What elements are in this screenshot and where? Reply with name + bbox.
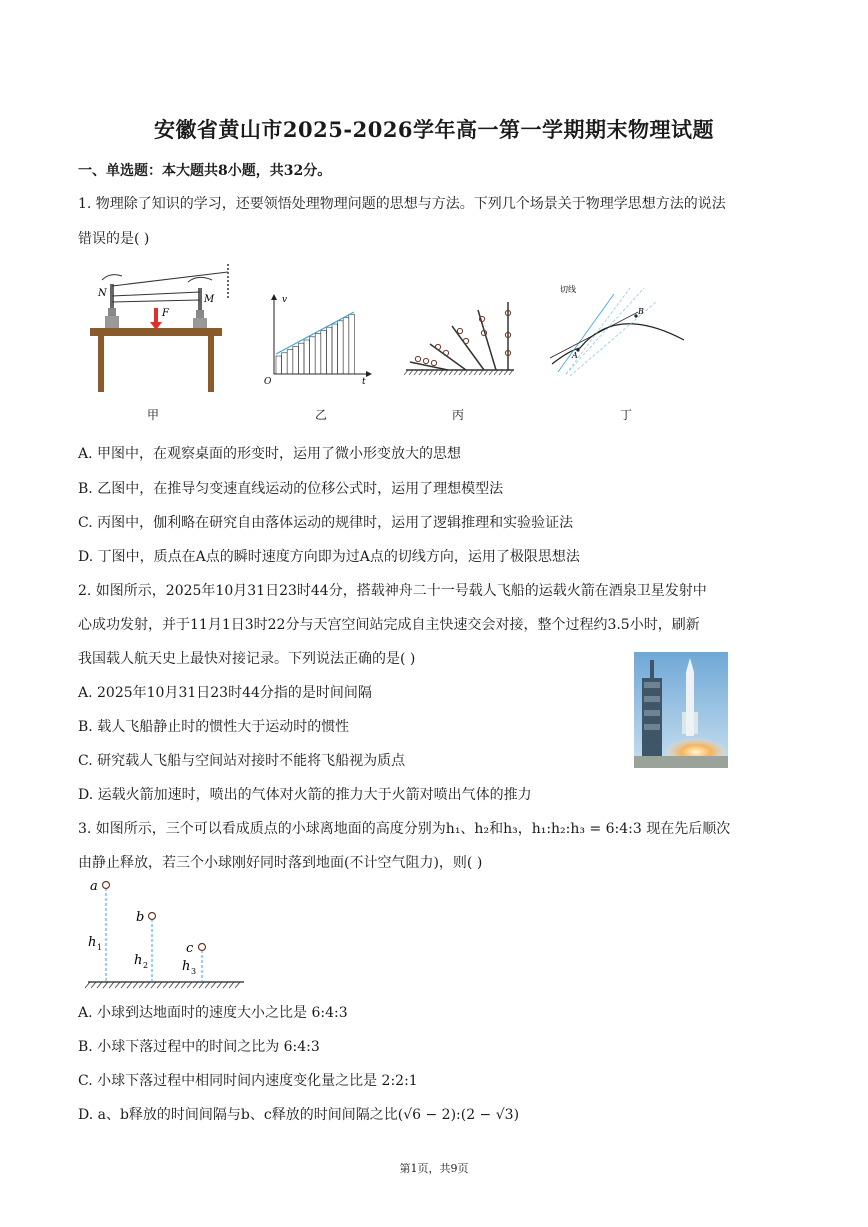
figure-bing xyxy=(404,292,516,376)
figure-yi xyxy=(262,292,372,384)
svg-text:F: F xyxy=(162,308,169,319)
svg-text:O: O xyxy=(264,377,272,384)
q2-stem-line2: 心成功发射，并于11月1日3时22分与天宫空间站完成自主快速交会对接，整个过程约3.5小时，刷新 xyxy=(78,617,700,633)
table-leg-right xyxy=(208,336,214,392)
page-footer: 第1页，共9页 xyxy=(399,1162,469,1175)
q3-option-b: B. 小球下落过程中的时间之比为 6:4:3 xyxy=(78,1039,320,1055)
ball-a xyxy=(103,882,110,889)
q2-option-a: A. 2025年10月31日23时44分指的是时间间隔 xyxy=(78,685,372,701)
rocket-body xyxy=(686,672,694,736)
ball-b xyxy=(149,913,156,920)
svg-text:h: h xyxy=(182,959,191,974)
svg-text:b: b xyxy=(136,910,145,925)
q2-option-d: D. 运载火箭加速时，喷出的气体对火箭的推力大于火箭对喷出气体的推力 xyxy=(78,787,532,803)
svg-text:3: 3 xyxy=(191,967,197,976)
svg-text:切线: 切线 xyxy=(560,285,576,294)
svg-text:1: 1 xyxy=(97,943,103,952)
svg-text:a: a xyxy=(90,879,98,894)
q1-option-c: C. 丙图中，伽利略在研究自由落体运动的规律时，运用了逻辑推理和实验验证法 xyxy=(78,515,574,531)
q1-option-d: D. 丁图中，质点在A点的瞬时速度方向即为过A点的切线方向，运用了极限思想法 xyxy=(78,549,580,565)
rocket-launch-photo xyxy=(634,652,728,768)
svg-text:B: B xyxy=(638,307,644,316)
q2-stem-line1: 2. 如图所示，2025年10月31日23时44分，搭载神舟二十一号载人飞船的运载火箭在酒泉卫星发射中 xyxy=(78,583,707,599)
svg-text:M: M xyxy=(204,294,215,305)
table-leg-left xyxy=(98,336,104,392)
section-heading: 一、单选题：本大题共8小题，共32分。 xyxy=(78,163,332,179)
ball-c xyxy=(199,944,206,951)
q1-option-a: A. 甲图中，在观察桌面的形变时，运用了微小形变放大的思想 xyxy=(78,446,462,462)
svg-text:2: 2 xyxy=(143,961,149,970)
svg-text:c: c xyxy=(186,941,194,956)
q3-stem-line2: 由静止释放，若三个小球刚好同时落到地面(不计空气阻力)，则( ) xyxy=(78,855,483,871)
launch-tower xyxy=(642,678,662,758)
svg-text:h: h xyxy=(134,953,143,968)
figure-label-ding: 丁 xyxy=(620,408,633,422)
svg-text:N: N xyxy=(98,288,107,299)
figure-jia xyxy=(88,262,238,394)
svg-text:v: v xyxy=(282,295,288,305)
q3-option-d: D. a、b释放的时间间隔与b、c释放的时间间隔之比(√6 − 2):(2 − √3) xyxy=(78,1107,520,1123)
q2-option-c: C. 研究载人飞船与空间站对接时不能将飞船视为质点 xyxy=(78,753,406,769)
figure-label-yi: 乙 xyxy=(315,408,328,422)
mirror-m xyxy=(198,288,202,310)
svg-text:h: h xyxy=(88,935,97,950)
figure-label-jia: 甲 xyxy=(147,408,160,422)
q2-stem-line3: 我国载人航天史上最快对接记录。下列说法正确的是( ) xyxy=(78,651,416,667)
q1-stem-line2: 错误的是( ) xyxy=(78,231,150,247)
q2-option-b: B. 载人飞船静止时的惯性大于运动时的惯性 xyxy=(78,719,350,735)
q3-stem-line1: 3. 如图所示，三个可以看成质点的小球离地面的高度分别为h₁、h₂和h₃，h₁:h₂:h₃ = 6:4:3 现在先后顺次 xyxy=(78,821,731,837)
v-t-step-bars xyxy=(276,314,354,374)
svg-text:A: A xyxy=(572,351,578,360)
q1-stem-line1: 1. 物理除了知识的学习，还要领悟处理物理问题的思想与方法。下列几个场景关于物理学思想方法的说法 xyxy=(78,196,726,212)
figure-ding xyxy=(546,282,688,382)
q1-option-b: B. 乙图中，在推导匀变速直线运动的位移公式时，运用了理想模型法 xyxy=(78,481,504,497)
three-balls-figure xyxy=(84,874,252,994)
figure-label-bing: 丙 xyxy=(452,408,465,422)
q3-option-a: A. 小球到达地面时的速度大小之比是 6:4:3 xyxy=(78,1005,348,1021)
q3-option-c: C. 小球下落过程中相同时间内速度变化量之比是 2:2:1 xyxy=(78,1073,418,1089)
page-title: 安徽省黄山市2025-2026学年高一第一学期期末物理试题 xyxy=(153,117,715,142)
svg-text:t: t xyxy=(362,377,366,384)
